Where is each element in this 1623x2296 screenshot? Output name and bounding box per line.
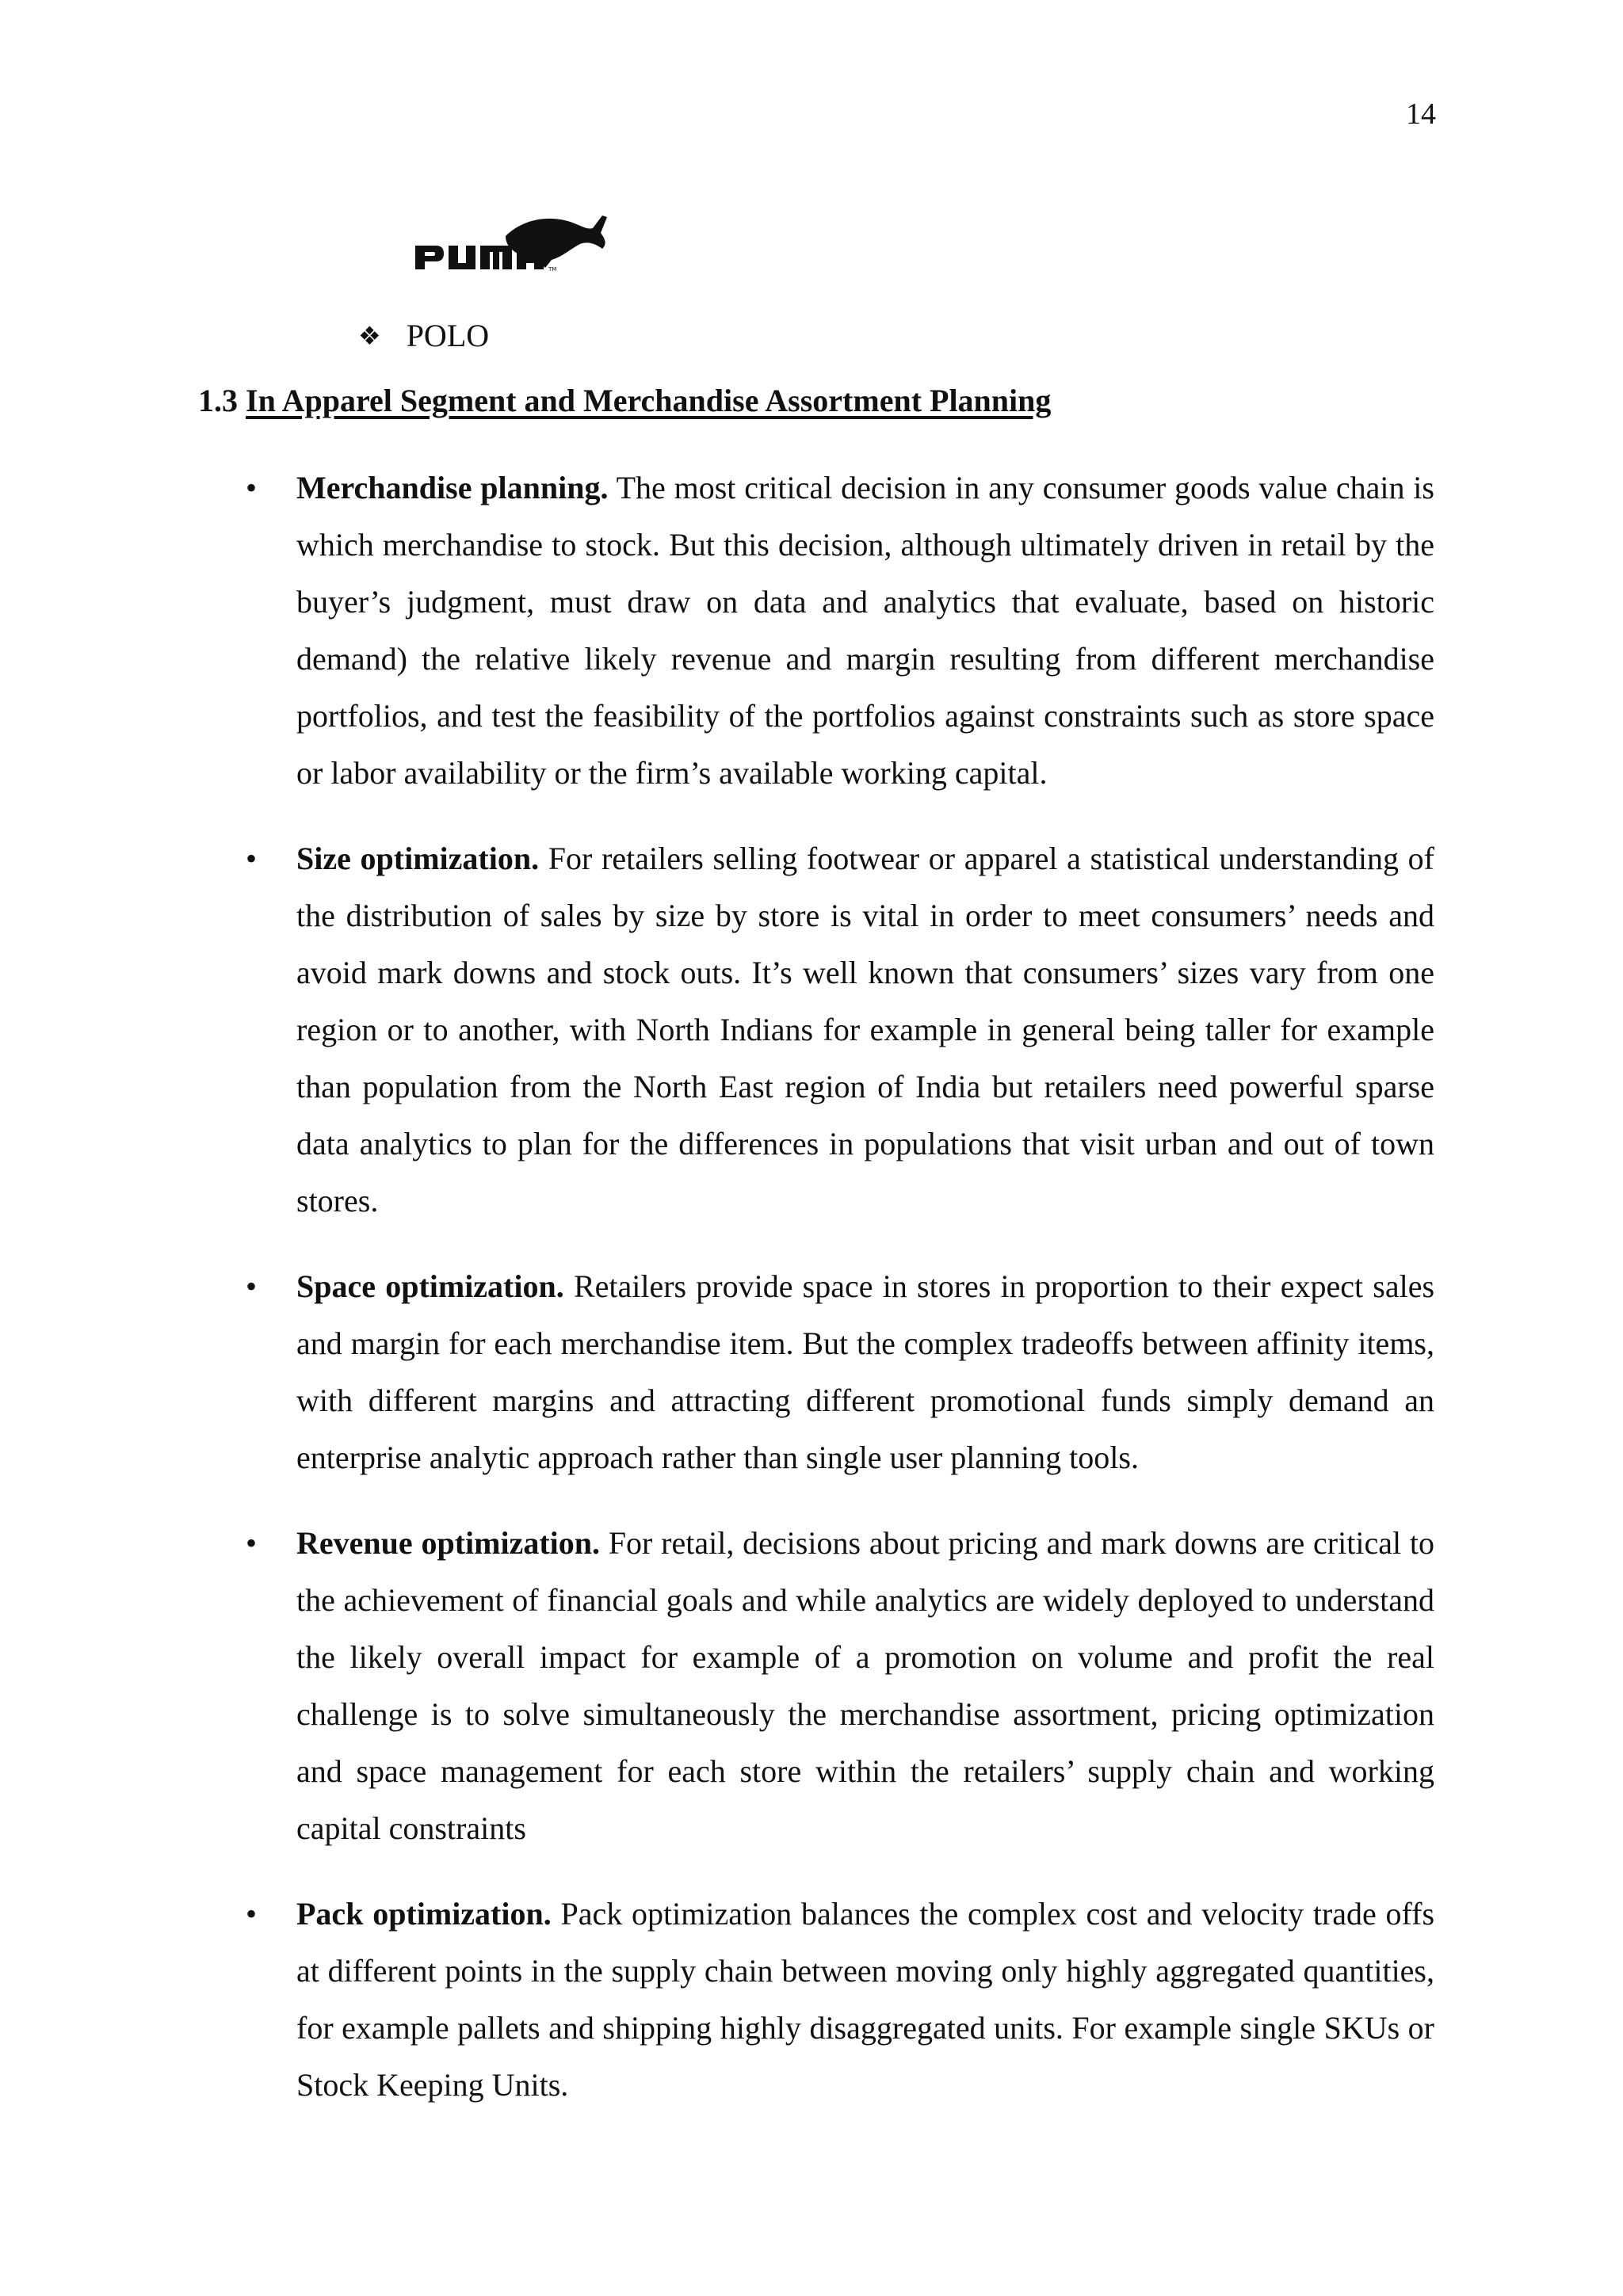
bullet-body: For retail, decisions about pricing and mark downs are critical to the achievement of financial goals and while analytics are widely deployed to understand the likely overall impact for example of a promotion on volume and profit the real challenge is to solve simultaneously the merchandise assortment, pricing optimization and space management for each store within the retailers’ supply chain and working capital constraints [296, 1525, 1435, 1846]
bullet-dot-icon: • [246, 470, 258, 505]
bullet-text [296, 460, 1434, 802]
bullet-body: Retailers provide space in stores in proportion to their expect sales and margin for each merchandise item. But the complex tradeoffs between affinity items, with different margins and attracting different promotional funds simply demand an enterprise analytic approach rather than single user planning tools. [296, 1268, 1435, 1475]
bullet-heading: Pack optimization. [296, 1896, 552, 1932]
diamond-bullet-icon: ❖ [358, 321, 381, 350]
svg-text:TM: TM [548, 266, 557, 273]
bullet-text [296, 1258, 1434, 1486]
bullet-text [296, 1515, 1434, 1857]
page-number: 14 [1406, 97, 1436, 131]
bullet-dot-icon: • [246, 1525, 258, 1561]
bullet-heading: Revenue optimization. [296, 1525, 600, 1561]
bullet-dot-icon: • [246, 1268, 258, 1304]
section-number: 1.3 [198, 383, 238, 418]
bullet-heading: Merchandise planning. [296, 470, 609, 505]
polo-list-item [358, 317, 489, 354]
bullet-body: The most critical decision in any consumer goods value chain is which merchandise to stock. But this decision, although ultimately driven in retail by the buyer’s judgment, must draw on data and analytics that evaluate, based on historic demand) the relative likely revenue and margin resulting from different merchandise portfolios, and test the feasibility of the portfolios against constraints such as store space or labor availability or the firm’s available working capital. [296, 470, 1434, 791]
bullet-item-pack-optimization [0, 1886, 1623, 2114]
puma-cat-icon [412, 212, 618, 276]
bullet-item-space-optimization [0, 1258, 1623, 1486]
bullet-item-revenue-optimization [0, 1515, 1623, 1857]
bullet-heading: Size optimization. [296, 841, 540, 876]
bullet-dot-icon: • [246, 841, 258, 876]
polo-label: POLO [406, 318, 490, 353]
bullet-body: For retailers selling footwear or apparel a statistical understanding of the distribution of sales by size by store is vital in order to meet consumers’ needs and avoid mark downs and stock outs. It’s well known that consumers’ sizes vary from one region or to another, with North Indians for example in general being taller for example than population from the North East region of India but retailers need powerful sparse data analytics to plan for the differences in populations that visit urban and out of town stores. [296, 841, 1434, 1219]
bullet-body: Pack optimization balances the complex cost and velocity trade offs at different points in the supply chain between moving only highly aggregated quantities, for example pallets and shipping highly disaggregated units. For example single SKUs or Stock Keeping Units. [296, 1896, 1435, 2103]
bullet-heading: Space optimization. [296, 1268, 564, 1304]
bullet-item-size-optimization [0, 830, 1623, 1230]
bullet-text [296, 830, 1434, 1230]
bullet-item-merchandise-planning [0, 460, 1623, 802]
section-title: In Apparel Segment and Merchandise Assortment Planning [246, 383, 1052, 418]
bullet-list [0, 460, 1623, 2142]
puma-logo [412, 212, 618, 276]
bullet-dot-icon: • [246, 1896, 258, 1932]
section-heading [198, 382, 1051, 419]
bullet-text [296, 1886, 1434, 2114]
